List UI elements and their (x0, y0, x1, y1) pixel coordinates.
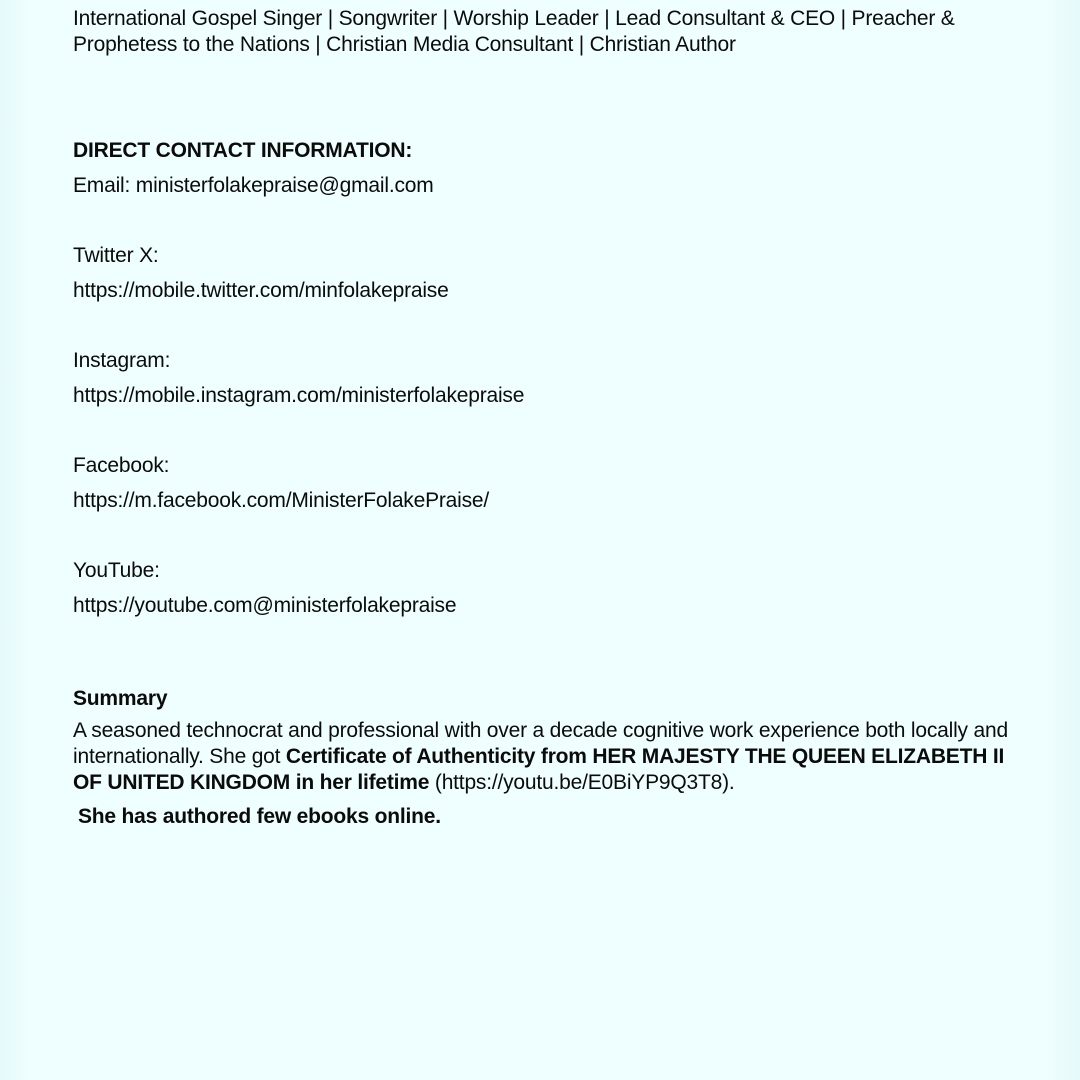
summary-text (73, 718, 1023, 796)
twitter-link[interactable]: https://mobile.twitter.com/minfolakepraise (73, 279, 449, 302)
twitter-label: Twitter X: (73, 244, 159, 267)
youtube-link[interactable]: https://youtube.com@ministerfolakepraise (73, 594, 457, 617)
summary-heading: Summary (73, 687, 168, 710)
instagram-label: Instagram: (73, 349, 171, 372)
summary-video-link[interactable]: (https://youtu.be/E0BiYP9Q3T8). (429, 771, 735, 794)
summary-text-intro: A seasoned technocrat and professional with over a decade cognitive work experience both locally and internationally. She got (73, 719, 1008, 768)
instagram-link[interactable]: https://mobile.instagram.com/ministerfolakepraise (73, 384, 525, 407)
facebook-label: Facebook: (73, 454, 170, 477)
contact-heading: DIRECT CONTACT INFORMATION: (73, 139, 413, 162)
email-link[interactable]: ministerfolakepraise@gmail.com (135, 174, 434, 197)
youtube-block (73, 559, 1023, 618)
youtube-label: YouTube: (73, 559, 160, 582)
email-label: Email: (73, 174, 131, 197)
instagram-block (73, 349, 1023, 408)
facebook-link[interactable]: https://m.facebook.com/MinisterFolakePraise/ (73, 489, 490, 512)
facebook-block (73, 454, 1023, 513)
profile-tagline: International Gospel Singer | Songwriter | Worship Leader | Lead Consultant & CEO | Preacher & Prophetess to the Nations | Christian Media Consultant | Christian Author (73, 7, 955, 56)
document-content (73, 6, 1023, 830)
summary-certificate-text: Certificate of Authenticity from HER MAJESTY THE QUEEN ELIZABETH II OF UNITED KINGDOM in her lifetime (73, 745, 1005, 794)
email-row (73, 174, 1023, 198)
summary-closing: She has authored few ebooks online. (78, 805, 441, 828)
twitter-block (73, 244, 1023, 303)
